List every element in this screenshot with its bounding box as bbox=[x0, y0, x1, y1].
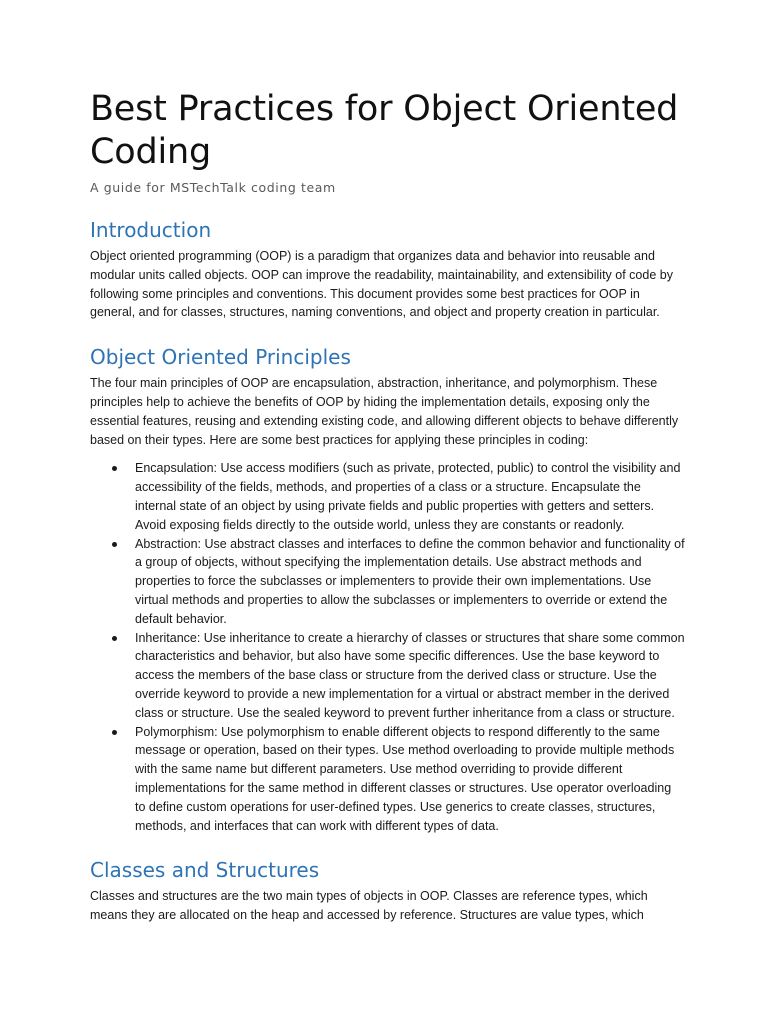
principles-bullet-list bbox=[90, 459, 685, 835]
document-page bbox=[90, 88, 685, 925]
bullet-dot-icon bbox=[112, 636, 117, 641]
section-paragraph-principles: The four main principles of OOP are encapsulation, abstraction, inheritance, and polymorphism. These principles help to achieve the benefits of OOP by hiding the implementation details, exposing only the essential features, reusing and extending existing code, and allowing different objects to behave differently based on their types. Here are some best practices for applying these principles in coding: bbox=[90, 376, 679, 447]
bullet-text: Polymorphism: Use polymorphism to enable different objects to respond differently to the same message or operation, based on their types. Use method overloading to provide multiple methods with the same name but different parameters. Use method overriding to provide different implementations for the same method in different classes or structures. Use operator overloading to define custom operations for user-defined types. Use generics to create classes, structures, methods, and interfaces that can work with different types of data. bbox=[135, 724, 675, 833]
bullet-item-polymorphism bbox=[90, 723, 685, 836]
section-heading-principles: Object Oriented Principles bbox=[90, 345, 351, 370]
document-subtitle: A guide for MSTechTalk coding team bbox=[90, 180, 336, 195]
bullet-dot-icon bbox=[112, 730, 117, 735]
bullet-text: Inheritance: Use inheritance to create a hierarchy of classes or structures that share some common characteristics and behavior, but also have some specific differences. Use the base keyword to access the members of the base class or structure from the derived class or structure. Use the override keyword to provide a new implementation for a virtual or abstract member in the derived class or structure. Use the sealed keyword to prevent further inheritance from a class or structure. bbox=[135, 630, 685, 720]
document-title: Best Practices for Object Oriented Coding bbox=[90, 89, 679, 172]
bullet-item-inheritance bbox=[90, 629, 685, 723]
section-heading-classes-structures: Classes and Structures bbox=[90, 858, 320, 883]
bullet-item-abstraction bbox=[90, 535, 685, 629]
bullet-text: Abstraction: Use abstract classes and interfaces to define the common behavior and functionality of a group of objects, without specifying the implementation details. Use abstract methods and properties to force the subclasses or implementers to provide their own implementations. Use virtual methods and properties to allow the subclasses or implementers to override or extend the default behavior. bbox=[135, 536, 685, 626]
bullet-text: Encapsulation: Use access modifiers (such as private, protected, public) to control the visibility and accessibility of the fields, methods, and properties of a class or a structure. Encapsulate the internal state of an object by using private fields and public properties with getters and setters. Avoid exposing fields directly to the outside world, unless they are constants or readonly. bbox=[135, 461, 681, 532]
bullet-dot-icon bbox=[112, 466, 117, 471]
section-paragraph-introduction: Object oriented programming (OOP) is a paradigm that organizes data and behavior into reusable and modular units called objects. OOP can improve the readability, maintainability, and extensibility of code by following some principles and conventions. This document provides some best practices for OOP in general, and for classes, structures, naming conventions, and object and property creation in particular. bbox=[90, 249, 673, 320]
section-paragraph-classes-structures: Classes and structures are the two main types of objects in OOP. Classes are reference types, which means they are allocated on the heap and accessed by reference. Structures are value types, which bbox=[90, 889, 648, 923]
bullet-item-encapsulation bbox=[90, 459, 685, 534]
section-heading-introduction: Introduction bbox=[90, 218, 212, 242]
bullet-dot-icon bbox=[112, 542, 117, 547]
